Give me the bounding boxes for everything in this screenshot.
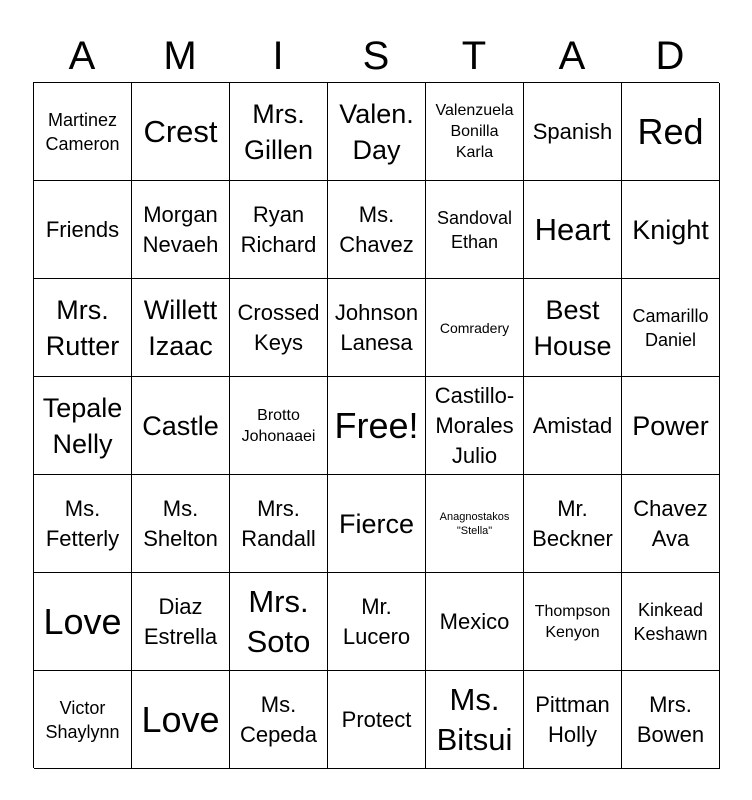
bingo-cell-label: Morgan Nevaeh: [142, 201, 219, 257]
bingo-cell[interactable]: [132, 279, 230, 377]
bingo-cell[interactable]: [132, 181, 230, 279]
bingo-cell[interactable]: [132, 475, 230, 573]
header-letter: A: [68, 34, 96, 78]
bingo-cell-label: Ms. Cepeda: [239, 691, 318, 747]
bingo-cell-label: Amistad: [532, 412, 613, 438]
bingo-cell-label: Crest: [143, 113, 218, 149]
bingo-cell[interactable]: [524, 181, 622, 279]
bingo-cell[interactable]: [524, 573, 622, 671]
bingo-cell[interactable]: [622, 671, 720, 769]
bingo-header: [33, 30, 719, 82]
bingo-cell[interactable]: [426, 671, 524, 769]
bingo-cell[interactable]: [230, 671, 328, 769]
bingo-cell[interactable]: [230, 181, 328, 279]
header-letter: S: [362, 34, 390, 78]
bingo-cell-label: Valenzuela Bonilla Karla: [435, 102, 514, 161]
bingo-cell[interactable]: [230, 573, 328, 671]
bingo-cell-label: Mexico: [439, 608, 510, 634]
bingo-cell-label: Red: [637, 110, 704, 152]
bingo-cell[interactable]: [524, 377, 622, 475]
header-letter: D: [655, 34, 685, 78]
bingo-cell-label: Ryan Richard: [240, 201, 317, 257]
bingo-cell[interactable]: [230, 377, 328, 475]
bingo-cell[interactable]: [34, 671, 132, 769]
header-letter: M: [163, 34, 197, 78]
bingo-cell[interactable]: [524, 475, 622, 573]
bingo-cell[interactable]: [328, 83, 426, 181]
bingo-cell-label: Mrs. Gillen: [243, 98, 314, 165]
bingo-cell-label: Castle: [142, 410, 219, 441]
bingo-cell-label: Free!: [334, 404, 419, 446]
bingo-cell[interactable]: [524, 279, 622, 377]
bingo-cell-label: Kinkead Keshawn: [633, 599, 708, 644]
bingo-cell-label: Ms. Chavez: [339, 201, 414, 257]
bingo-cell[interactable]: [524, 671, 622, 769]
bingo-cell[interactable]: [230, 279, 328, 377]
bingo-cell-label: Victor Shaylynn: [45, 697, 120, 742]
header-letter: I: [272, 34, 284, 78]
bingo-cell-label: Spanish: [532, 118, 613, 144]
bingo-cell[interactable]: [132, 83, 230, 181]
bingo-cell-label: Ms. Shelton: [143, 495, 218, 551]
bingo-cell-label: Heart: [534, 211, 611, 247]
bingo-cell-label: Castillo- Morales Julio: [434, 382, 515, 468]
bingo-cell-label: Best House: [533, 294, 612, 361]
bingo-cell-label: Mrs. Rutter: [45, 294, 120, 361]
bingo-cell[interactable]: [132, 671, 230, 769]
bingo-cell-label: Tepale Nelly: [42, 392, 123, 459]
bingo-cell-label: Love: [43, 600, 122, 642]
bingo-cell[interactable]: [426, 279, 524, 377]
bingo-cell-label: Brotto Johonaaei: [241, 406, 316, 445]
bingo-cell[interactable]: [622, 83, 720, 181]
bingo-cell[interactable]: [426, 83, 524, 181]
bingo-cell[interactable]: [622, 279, 720, 377]
bingo-cell-label: Love: [141, 698, 220, 740]
bingo-cell-label: Mr. Lucero: [342, 593, 411, 649]
bingo-cell[interactable]: [328, 279, 426, 377]
bingo-cell-label: Mr. Beckner: [532, 495, 613, 551]
bingo-cell[interactable]: [34, 377, 132, 475]
bingo-cell[interactable]: [426, 181, 524, 279]
bingo-cell[interactable]: [132, 377, 230, 475]
bingo-cell[interactable]: [34, 573, 132, 671]
bingo-cell-label: Valen. Day: [339, 98, 414, 165]
bingo-cell-label: Power: [632, 410, 709, 441]
bingo-cell[interactable]: [524, 83, 622, 181]
bingo-cell-label: Protect: [341, 706, 412, 732]
bingo-cell-label: Camarillo Daniel: [632, 305, 709, 350]
bingo-grid: [33, 82, 719, 768]
bingo-cell[interactable]: [426, 475, 524, 573]
bingo-cell[interactable]: [328, 377, 426, 475]
bingo-cell[interactable]: [622, 377, 720, 475]
bingo-cell-label: Pittman Holly: [535, 691, 610, 747]
bingo-cell[interactable]: [622, 181, 720, 279]
bingo-cell-label: Crossed Keys: [237, 299, 320, 355]
bingo-cell-label: Fierce: [338, 508, 414, 539]
bingo-cell-label: Mrs. Randall: [241, 495, 316, 551]
bingo-cell-label: Sandoval Ethan: [436, 207, 513, 252]
bingo-cell[interactable]: [426, 377, 524, 475]
bingo-cell[interactable]: [132, 573, 230, 671]
bingo-cell-label: Martinez Cameron: [45, 109, 120, 154]
bingo-cell[interactable]: [328, 671, 426, 769]
bingo-cell-label: Mrs. Bowen: [636, 691, 705, 747]
bingo-cell-label: Knight: [632, 214, 709, 245]
header-letter: A: [558, 34, 586, 78]
bingo-cell[interactable]: [34, 279, 132, 377]
bingo-cell-label: Comradery: [439, 319, 510, 336]
bingo-cell[interactable]: [34, 181, 132, 279]
bingo-cell[interactable]: [426, 573, 524, 671]
bingo-cell[interactable]: [230, 475, 328, 573]
bingo-cell[interactable]: [34, 475, 132, 573]
bingo-cell[interactable]: [622, 573, 720, 671]
bingo-cell-label: Anagnostakos "Stella": [439, 510, 510, 537]
bingo-cell[interactable]: [230, 83, 328, 181]
bingo-cell[interactable]: [622, 475, 720, 573]
bingo-cell[interactable]: [34, 83, 132, 181]
bingo-cell[interactable]: [328, 475, 426, 573]
bingo-cell[interactable]: [328, 573, 426, 671]
bingo-cell-label: Willett Izaac: [143, 294, 218, 361]
bingo-cell-label: Ms. Fetterly: [45, 495, 120, 551]
header-letter: T: [461, 34, 487, 78]
bingo-cell-label: Johnson Lanesa: [334, 299, 419, 355]
bingo-cell-label: Friends: [45, 216, 120, 242]
bingo-cell-label: Thompson Kenyon: [534, 602, 611, 641]
bingo-cell-label: Mrs. Soto: [246, 583, 311, 659]
bingo-cell-label: Diaz Estrella: [143, 593, 218, 649]
bingo-cell-label: Chavez Ava: [633, 495, 708, 551]
bingo-cell[interactable]: [328, 181, 426, 279]
bingo-cell-label: Ms. Bitsui: [436, 681, 513, 757]
